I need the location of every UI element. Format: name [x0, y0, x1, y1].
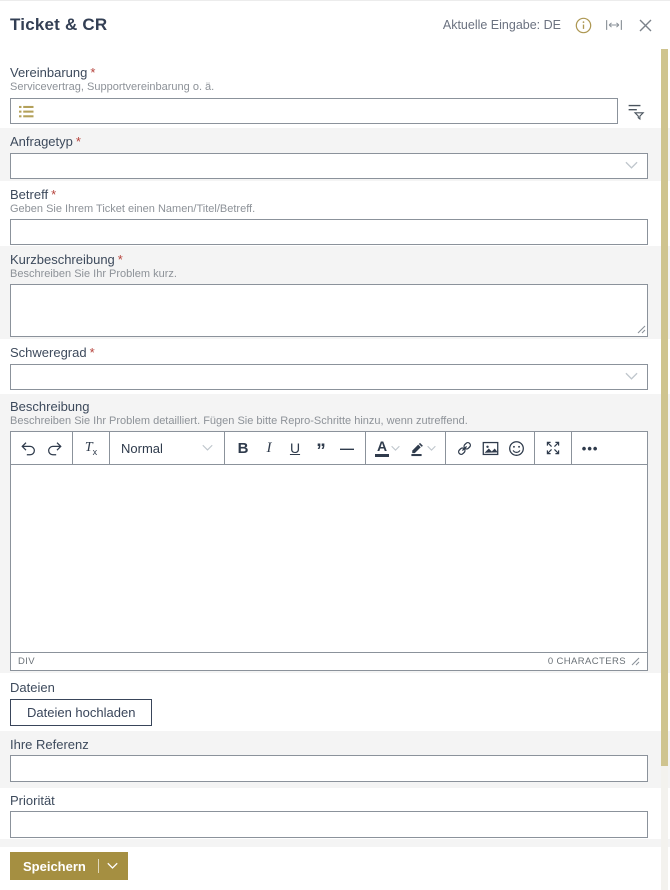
toolbar-separator [571, 432, 572, 465]
resize-width-icon [605, 18, 623, 32]
dialog-header [0, 1, 670, 56]
vereinbarung-label: Vereinbarung [10, 65, 88, 80]
prioritaet-label: Priorität [10, 793, 55, 808]
anfragetyp-label: Anfragetyp [10, 134, 73, 149]
field-kurzbeschreibung [0, 246, 670, 339]
field-anfragetyp [0, 128, 670, 181]
italic-button[interactable]: I [256, 435, 282, 461]
redo-button[interactable] [41, 435, 67, 461]
emoji-icon [508, 440, 525, 457]
undo-button[interactable] [15, 435, 41, 461]
close-icon [638, 18, 653, 33]
font-color-icon: A [375, 439, 389, 457]
schweregrad-select[interactable] [10, 364, 648, 390]
insert-link-button[interactable] [451, 435, 477, 461]
rich-text-toolbar [11, 432, 647, 465]
link-icon [456, 440, 473, 457]
clear-formatting-icon: $T_x$ [84, 439, 98, 457]
rich-text-editor-content[interactable] [11, 465, 647, 652]
betreff-input[interactable] [10, 219, 648, 245]
highlight-color-button[interactable] [404, 435, 440, 461]
paragraph-style-value: Normal [121, 440, 163, 456]
toolbar-separator [109, 432, 110, 465]
close-button[interactable] [636, 16, 654, 34]
editor-status-bar [11, 652, 647, 670]
insert-emoji-button[interactable] [503, 435, 529, 461]
clear-formatting-button[interactable] [78, 435, 104, 461]
chevron-down-icon [391, 445, 400, 452]
vereinbarung-helper: Servicevertrag, Supportvereinbarung o. ä. [10, 81, 215, 93]
field-ihre-referenz [0, 731, 670, 788]
kurzbeschreibung-label: Kurzbeschreibung [10, 252, 115, 267]
field-betreff [0, 181, 670, 246]
scrollbar-track[interactable] [661, 49, 668, 890]
chevron-down-icon [625, 372, 638, 381]
dialog-footer [0, 847, 670, 890]
more-options-button[interactable]: ••• [577, 435, 603, 461]
info-button[interactable] [574, 16, 592, 34]
resize-width-button[interactable] [605, 16, 623, 34]
image-icon [482, 440, 499, 457]
required-marker: * [90, 65, 96, 80]
section-divider [0, 839, 670, 847]
vereinbarung-lookup-field[interactable] [10, 98, 618, 124]
character-count: 0 CHARACTERS [547, 656, 626, 667]
toolbar-separator [534, 432, 535, 465]
paragraph-style-dropdown[interactable] [115, 435, 219, 461]
kurzbeschreibung-textarea[interactable] [10, 284, 648, 337]
schweregrad-label: Schweregrad [10, 345, 87, 360]
required-marker: * [75, 134, 81, 149]
required-marker: * [89, 345, 95, 360]
filter-button[interactable] [622, 98, 648, 124]
header-actions [443, 16, 654, 34]
split-button-separator [98, 859, 99, 873]
save-button-label: Speichern [23, 858, 86, 874]
ihre-referenz-input[interactable] [10, 755, 648, 782]
chevron-down-icon [107, 862, 118, 870]
required-marker: * [51, 187, 57, 202]
undo-icon [20, 441, 37, 456]
beschreibung-helper: Beschreiben Sie Ihr Problem detailliert. Fügen Sie bitte Repro-Schritte hinzu, wenn zutreffend. [10, 415, 468, 427]
bold-button[interactable]: B [230, 435, 256, 461]
font-color-button[interactable] [371, 435, 404, 461]
vereinbarung-input[interactable] [39, 99, 611, 123]
block-type-indicator: DIV [18, 656, 36, 667]
field-vereinbarung [0, 56, 670, 128]
redo-icon [46, 441, 63, 456]
prioritaet-input[interactable] [10, 811, 648, 838]
horizontal-rule-button[interactable]: — [334, 435, 360, 461]
chevron-down-icon [427, 445, 436, 452]
dateien-label: Dateien [10, 680, 55, 695]
toolbar-separator [72, 432, 73, 465]
resize-grip-icon[interactable] [631, 657, 640, 666]
chevron-down-icon [625, 161, 638, 170]
fullscreen-icon [545, 440, 561, 456]
field-dateien [0, 673, 670, 731]
beschreibung-label: Beschreibung [10, 399, 90, 414]
betreff-label: Betreff [10, 187, 49, 202]
required-marker: * [117, 252, 123, 267]
list-icon [19, 105, 34, 119]
ihre-referenz-label: Ihre Referenz [10, 737, 89, 752]
field-prioritaet [0, 788, 670, 839]
chevron-down-icon [202, 444, 213, 452]
save-button[interactable] [10, 852, 128, 880]
insert-image-button[interactable] [477, 435, 503, 461]
toolbar-separator [224, 432, 225, 465]
field-beschreibung [0, 394, 670, 673]
info-icon [575, 17, 592, 34]
rich-text-editor [10, 431, 648, 671]
underline-button[interactable]: U [282, 435, 308, 461]
input-language-label: Aktuelle Eingabe: DE [442, 18, 561, 32]
scrollbar-thumb[interactable] [661, 49, 668, 766]
toolbar-separator [365, 432, 366, 465]
anfragetyp-select[interactable] [10, 153, 648, 179]
fullscreen-button[interactable] [540, 435, 566, 461]
filter-icon [625, 101, 645, 121]
toolbar-separator [445, 432, 446, 465]
page-title: Ticket & CR [10, 15, 108, 34]
highlight-marker-icon [408, 440, 425, 457]
upload-files-button[interactable]: Dateien hochladen [10, 699, 152, 726]
blockquote-button[interactable]: ” [308, 435, 334, 461]
field-schweregrad [0, 339, 670, 394]
kurzbeschreibung-helper: Beschreiben Sie Ihr Problem kurz. [10, 268, 177, 280]
betreff-helper: Geben Sie Ihrem Ticket einen Namen/Titel/Betreff. [10, 203, 256, 215]
